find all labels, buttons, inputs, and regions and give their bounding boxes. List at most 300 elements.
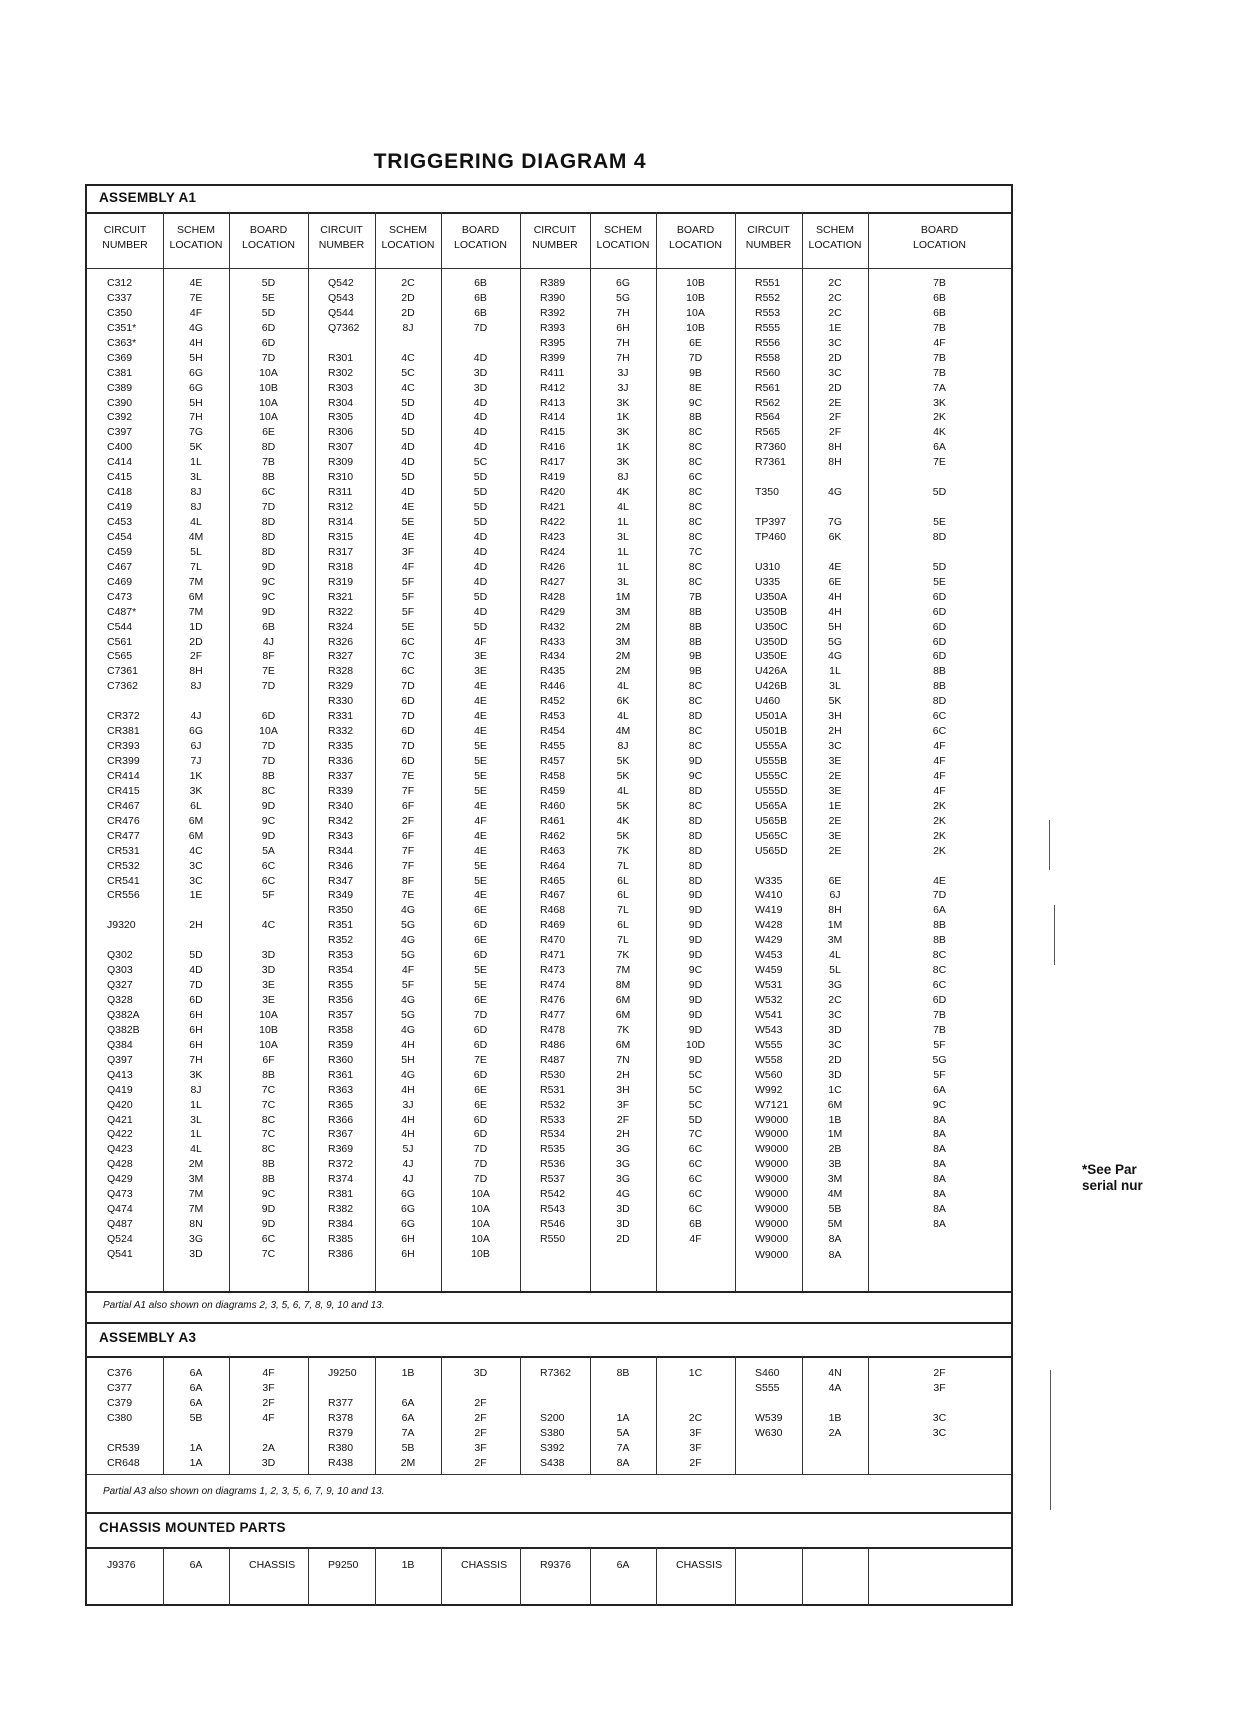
table-cell: 8J [617,740,629,753]
table-cell: 4G [400,1023,415,1036]
table-cell: R386 [328,1247,354,1260]
table-cell: 10A [259,396,278,409]
column-header-line: LOCATION [669,239,722,251]
table-cell: C459 [107,545,133,558]
table-cell: R433 [540,635,566,648]
table-cell: U501B [755,725,788,738]
table-cell: 8B [689,605,702,618]
table-cell: R551 [755,277,781,289]
table-cell: Q543 [328,291,354,304]
table-cell: 5G [400,919,415,932]
table-cell: 3C [932,1411,947,1424]
table-cell: 7D [261,680,276,693]
table-cell: 6D [473,1113,488,1126]
table-cell: 5E [474,874,487,887]
table-cell: 8B [689,635,702,648]
table-cell: 2F [828,426,842,439]
table-cell: 6D [473,1068,488,1081]
table-cell: 8A [933,1218,946,1231]
table-cell: 5J [402,1143,414,1156]
table-cell: 8C [688,516,703,528]
table-cell: 9D [261,1218,276,1231]
table-cell: 9D [261,560,276,573]
table-cell: 4M [615,725,631,738]
table-cell: 4F [474,635,487,648]
table-cell: R546 [540,1218,566,1231]
table-cell: C7362 [107,680,138,693]
table-cell: R393 [540,321,566,334]
column-header-line: CIRCUIT [320,224,363,236]
table-cell: R452 [540,695,566,708]
table-cell: W9000 [755,1248,789,1261]
table-cell: W9000 [755,1143,789,1156]
table-cell: 3L [190,1113,202,1126]
table-cell: T350 [755,486,779,499]
table-cell: R416 [540,441,566,454]
table-cell: R339 [328,784,354,797]
column-header-line: LOCATION [913,239,966,251]
table-cell: 4G [188,321,203,334]
table-cell: 8A [828,1248,842,1261]
table-cell: 3E [262,979,275,992]
column-header-line: LOCATION [381,239,435,251]
table-cell: 3C [189,874,203,887]
table-cell: 8A [933,1188,946,1201]
circuit-number-column [107,276,163,1262]
table-cell: 1B [401,1367,415,1379]
table-cell: 8H [828,456,842,469]
table-cell: 2F [474,1396,487,1409]
table-cell: 3C [828,1008,842,1021]
table-cell: 2B [828,1143,842,1156]
table-cell: R330 [328,695,354,708]
table-cell: 4D [189,964,203,977]
table-cell [540,1381,590,1396]
table-cell [802,859,868,874]
table-cell: 2C [828,306,842,319]
table-cell: 3L [617,575,629,588]
table-cell: 4H [401,1128,415,1141]
table-cell: 8B [933,919,946,932]
column-divider [441,1547,442,1606]
table-cell: 7D [261,740,276,753]
table-cell: W9000 [755,1158,789,1171]
table-cell: 6M [615,994,631,1006]
table-cell: R356 [328,994,354,1006]
column-divider [802,1356,803,1474]
table-cell: U426A [755,665,788,678]
table-cell: 7C [261,1083,276,1096]
table-cell: 10B [686,321,705,334]
side-note-line2: serial nur [1082,1178,1143,1193]
column-header-line: BOARD [249,224,288,236]
table-cell: 4D [401,486,415,499]
schem-location-column [375,276,441,1262]
table-cell: 5D [473,516,488,528]
table-cell: 5F [262,889,275,902]
table-cell: 6C [688,1173,703,1186]
table-cell: 8J [190,680,202,693]
table-cell: R468 [540,904,566,917]
table-cell: 4F [401,560,415,573]
table-cell [375,1381,441,1396]
table-cell: W531 [755,979,783,992]
table-cell: 5K [616,829,630,842]
table-cell: 2D [828,381,842,394]
table-cell: 2F [933,1367,946,1379]
table-cell: C544 [107,620,133,633]
table-cell: 9D [261,605,276,618]
table-cell: 4C [401,351,415,364]
table-cell: 3D [261,964,276,977]
table-cell: 8C [688,740,703,753]
table-cell: 6C [401,665,415,678]
table-cell: R428 [540,590,566,603]
column-divider [375,212,376,1291]
table-cell: 5H [189,351,203,364]
table-cell: 3L [190,471,202,484]
table-cell: 8A [933,1143,946,1156]
table-cell: R372 [328,1158,354,1171]
table-cell: 7D [401,680,415,693]
table-cell: 4E [474,799,487,812]
table-cell: 10B [471,1247,490,1260]
table-cell: R465 [540,874,566,887]
table-cell: CR541 [107,874,140,887]
table-cell: 6D [473,949,488,962]
table-cell: 3F [616,1098,630,1111]
table-cell: 4H [401,1083,415,1096]
table-cell: 8B [933,934,946,947]
table-cell: 7D [932,889,947,902]
table-cell: 6D [401,755,415,767]
table-cell: 9D [688,949,703,962]
table-cell: Q328 [107,994,133,1006]
table-cell: 6C [401,635,415,648]
table-cell: 1L [617,560,629,573]
column-header [163,223,229,253]
board-location-column [229,276,308,1262]
table-cell: W453 [755,949,783,962]
table-cell: R354 [328,964,354,977]
table-cell: 5K [616,769,630,782]
table-cell: R534 [540,1128,566,1141]
table-cell: 6H [189,1023,203,1036]
table-cell [375,336,441,351]
table-cell: 8D [261,441,276,454]
column-divider [229,1547,230,1606]
table-cell: 7D [473,1173,488,1186]
table-cell: 8B [262,1068,275,1081]
table-cell: 4G [827,650,842,663]
table-cell: R312 [328,501,354,514]
table-cell: R413 [540,396,566,409]
table-cell: 9C [261,590,276,603]
table-cell: 8E [689,381,702,394]
table-cell [590,1396,656,1411]
table-cell: 3H [616,1083,630,1096]
table-cell: 9D [688,994,703,1006]
table-cell: 7C [261,1128,276,1141]
table-cell: 8J [190,501,202,514]
table-cell: 5F [933,1068,946,1081]
table-cell: 6B [933,291,946,304]
table-cell: 5D [473,486,488,499]
table-cell: TP397 [755,516,786,528]
table-cell: 6G [400,1203,415,1216]
table-cell: W630 [755,1426,783,1439]
table-cell: U460 [755,695,781,708]
table-cell: 2C [688,1411,703,1424]
table-cell: R324 [328,620,354,633]
table-cell: W558 [755,1053,783,1066]
schem-location-column [802,276,868,1247]
table-cell: 3E [828,755,842,767]
table-cell: R305 [328,411,354,424]
table-cell: 3C [189,859,203,872]
table-cell: R552 [755,291,781,304]
table-cell [107,1426,163,1441]
table-cell: 4D [473,560,488,573]
table-cell: 9D [261,829,276,842]
table-cell [540,1396,590,1411]
table-cell: Q420 [107,1098,133,1111]
table-cell: 1K [189,769,203,782]
table-cell: 1E [828,321,842,334]
table-cell: 5C [401,366,415,379]
table-cell: W543 [755,1023,783,1036]
table-cell: R461 [540,814,566,827]
column-divider [520,1356,521,1474]
table-cell: 4D [473,545,488,558]
table-cell: 8N [189,1218,203,1231]
table-cell: R343 [328,829,354,842]
table-cell: R7362 [540,1367,571,1379]
table-cell: 6K [828,530,842,543]
table-cell: 3K [616,456,630,469]
table-cell: 1E [828,799,842,812]
table-cell: 4H [401,1038,415,1051]
table-cell: 8A [933,1128,946,1141]
table-cell: 3H [828,710,842,723]
circuit-number-column [540,1366,590,1471]
table-cell: 9C [932,1098,947,1111]
table-cell: 2F [189,650,203,663]
table-cell: 5G [827,635,842,648]
table-cell: 5C [688,1083,703,1096]
table-cell: Q382A [107,1008,140,1021]
table-cell: 6H [189,1008,203,1021]
table-cell: 6C [932,725,947,738]
table-cell: C351* [107,321,137,334]
table-cell: 9D [688,755,703,767]
table-cell: 4E [474,829,487,842]
table-cell [868,500,1011,515]
table-cell: R359 [328,1038,354,1051]
table-cell: 4E [401,530,415,543]
table-cell: R530 [540,1068,566,1081]
table-cell: C561 [107,635,133,648]
table-cell: R321 [328,590,354,603]
table-cell: 8C [261,1113,276,1126]
table-cell: 4L [617,710,629,723]
table-cell: S555 [755,1381,780,1394]
table-cell: 6D [401,695,415,708]
table-cell: 4H [828,590,842,603]
table-cell: R434 [540,650,566,663]
column-divider [163,1356,164,1474]
table-cell: R350 [328,904,354,917]
table-cell: 6A [401,1411,415,1424]
table-cell: 7B [933,1008,946,1021]
table-cell: C418 [107,486,133,499]
table-cell: W560 [755,1068,783,1081]
table-cell [755,470,802,485]
table-cell: 7D [401,710,415,723]
table-cell: 8B [689,620,702,633]
table-cell: 4D [401,456,415,469]
table-cell: 6L [190,799,202,812]
table-cell [107,903,163,918]
column-header [441,223,520,253]
table-cell: R328 [328,665,354,678]
table-cell: 3D [828,1068,842,1081]
table-cell: Q429 [107,1173,133,1186]
table-cell: C467 [107,560,133,573]
table-cell: 4E [474,725,487,738]
table-cell: R476 [540,994,566,1006]
table-cell: 5L [190,545,202,558]
table-cell: U555C [755,769,788,782]
assembly-a3-label: ASSEMBLY A3 [99,1330,197,1345]
column-divider [163,1547,164,1606]
table-cell: 6C [261,486,276,499]
table-cell: 10A [259,366,278,379]
table-cell: 7D [189,979,203,992]
table-cell [868,1232,1011,1247]
table-cell: 1M [615,590,631,603]
table-cell: 8F [401,874,415,887]
table-cell: R332 [328,725,354,738]
table-cell: R532 [540,1098,566,1111]
table-cell: R358 [328,1023,354,1036]
table-cell: R565 [755,426,781,439]
table-cell: 4K [616,814,630,827]
table-cell [229,694,308,709]
table-cell: 6G [400,1218,415,1231]
table-cell: 4L [829,949,841,962]
table-cell: 6L [617,919,629,932]
table-cell: 6C [688,1203,703,1216]
table-cell: 6B [933,306,946,319]
table-cell: R352 [328,934,354,947]
table-cell: C454 [107,530,133,543]
table-cell: Q327 [107,979,133,992]
table-cell: R558 [755,351,781,364]
table-cell: 8C [688,680,703,693]
table-cell: 6G [188,366,203,379]
column-divider [735,212,736,1291]
table-cell: R340 [328,799,354,812]
table-cell: 5E [262,291,275,304]
table-cell: 7D [473,321,488,334]
table-cell: U426B [755,680,788,693]
table-cell [755,859,802,874]
table-cell: R429 [540,605,566,618]
table-cell: 4L [190,516,202,528]
table-cell: R337 [328,769,354,782]
table-cell: 3J [617,381,629,394]
table-cell: C487* [107,605,137,618]
table-cell: 5D [401,426,415,439]
table-cell: 7H [189,411,203,424]
table-cell: 9D [688,1053,703,1066]
table-cell: C415 [107,471,133,484]
table-cell: 7K [616,1023,630,1036]
table-cell: 7A [616,1441,630,1454]
column-header-line: CIRCUIT [747,224,790,236]
table-cell: 4C [401,381,415,394]
table-cell: R421 [540,501,566,514]
circuit-number-column [107,1366,163,1471]
assembly-a1-note: Partial A1 also shown on diagrams 2, 3, 5, 6, 7, 8, 9, 10 and 13. [103,1300,385,1311]
table-cell: 3F [262,1381,275,1394]
table-cell: 6D [932,620,947,633]
table-cell: 7M [615,964,631,977]
table-cell: 6K [616,695,630,708]
table-cell: R417 [540,456,566,469]
table-cell: CHASSIS [461,1559,508,1571]
table-cell: 5B [828,1203,842,1216]
table-cell: 9D [688,904,703,917]
table-cell: C390 [107,396,133,409]
table-cell: 1B [828,1113,842,1126]
table-cell: R423 [540,530,566,543]
table-cell [590,1381,656,1396]
table-cell: 3F [401,545,415,558]
table-cell: 7D [401,740,415,753]
column-divider [656,212,657,1291]
table-cell [229,903,308,918]
table-cell: R378 [328,1411,354,1424]
table-cell: R411 [540,366,565,379]
side-note [1082,1162,1143,1194]
table-cell: 8D [688,710,703,723]
table-cell: 5M [827,1218,843,1231]
column-divider [590,1356,591,1474]
table-cell: 1K [616,441,630,454]
table-cell: 5D [261,306,276,319]
column-header [308,223,375,253]
table-cell: 4J [402,1158,414,1171]
table-cell: 3M [615,605,631,618]
table-cell: CR393 [107,740,140,753]
table-cell: 8A [933,1203,946,1216]
table-cell: 8B [262,769,275,782]
table-cell: R438 [328,1456,354,1469]
table-cell: 7E [189,291,203,304]
board-location-column [441,276,520,1262]
table-cell: 4H [828,605,842,618]
table-cell: 5E [933,516,946,528]
table-cell: 8A [828,1233,842,1245]
table-cell: 3K [933,396,946,409]
table-cell: 7C [688,545,703,558]
column-divider [868,212,869,1291]
table-cell: 6M [615,1038,631,1051]
table-cell: R432 [540,620,566,633]
table-cell: 2H [616,1128,630,1141]
